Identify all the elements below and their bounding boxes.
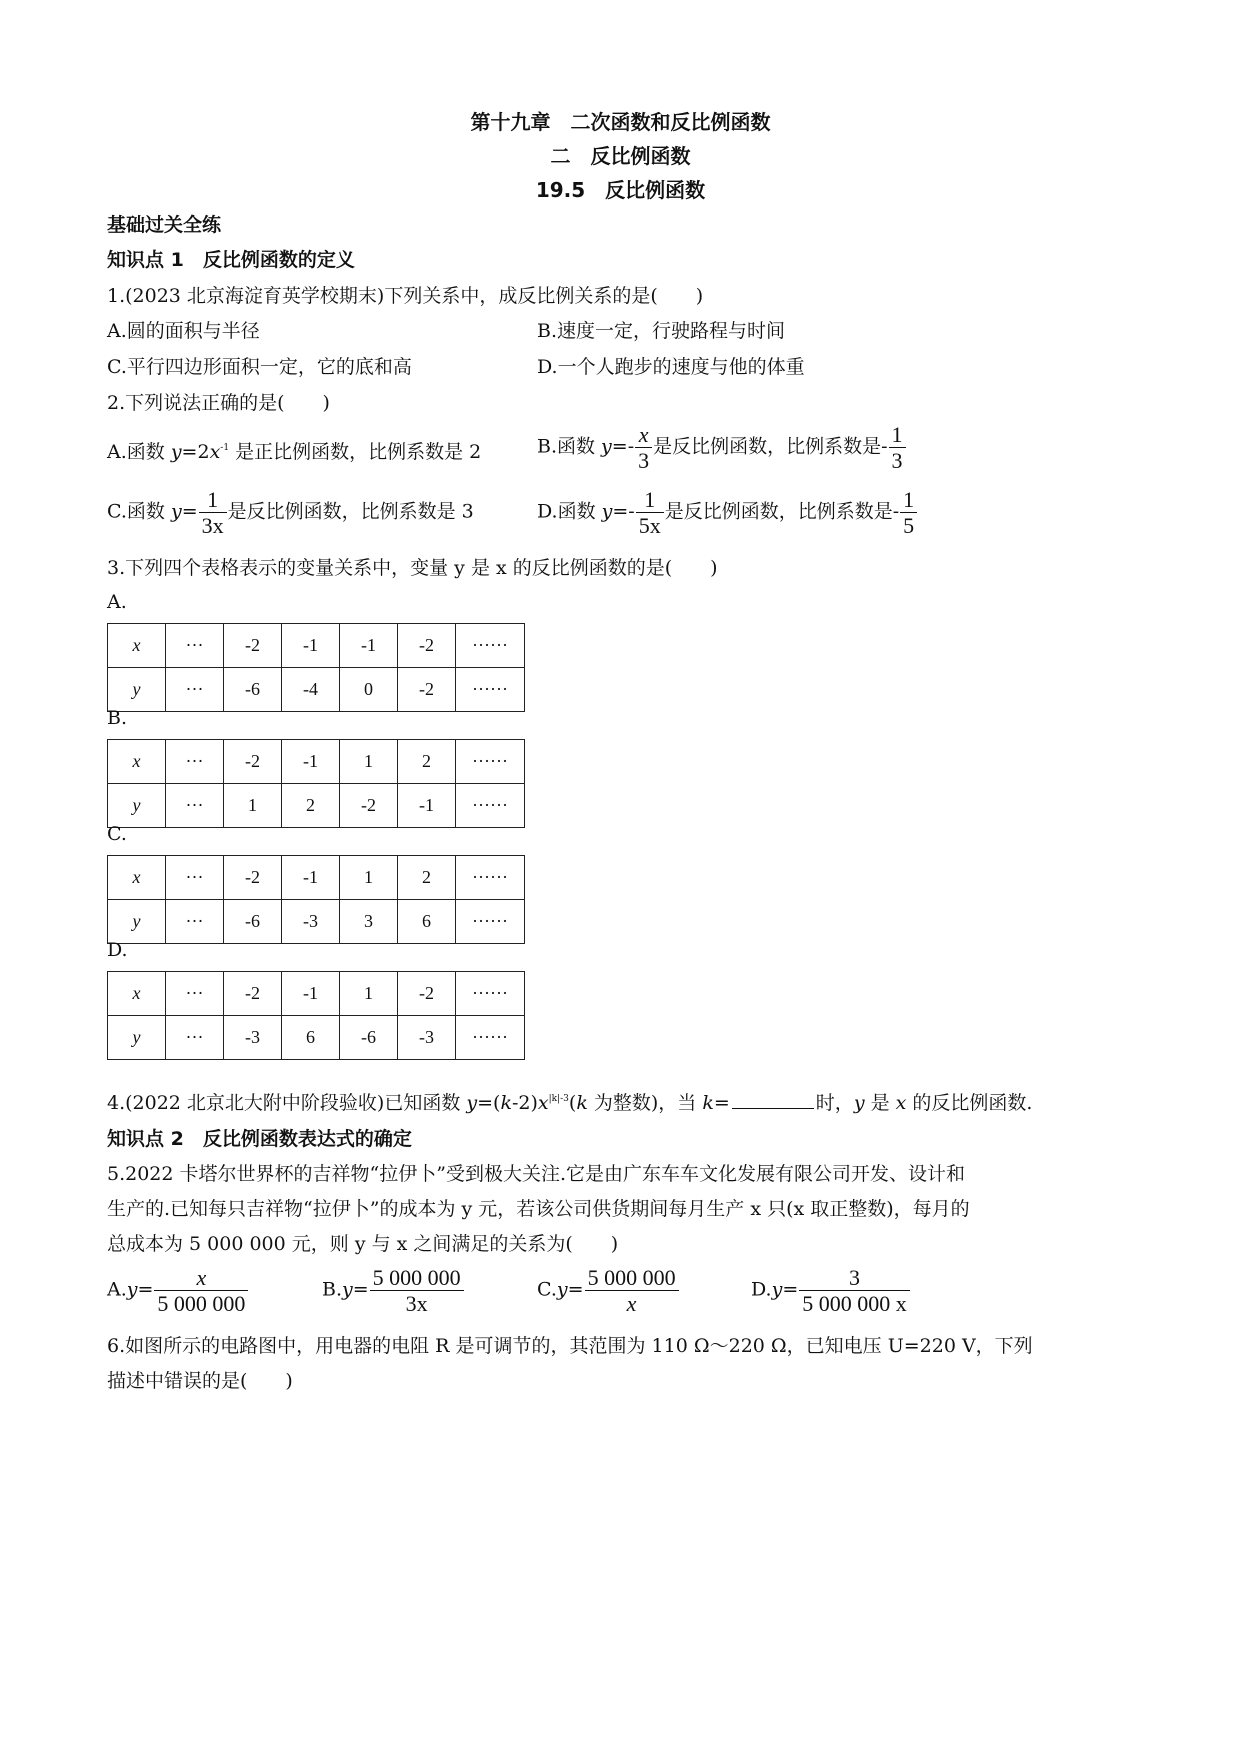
q2-option-b: B.函数 y=- $\frac{x}{3}$ 是反比例函数，比例系数是- $\frac{1}{3}$ <box>537 423 907 472</box>
table-cell: -3 <box>398 1016 456 1060</box>
q2-d-coef-fraction: $\frac{1}{5}$ <box>900 488 917 537</box>
knowledge-point-2: 知识点 2 反比例函数表达式的确定 <box>107 1128 412 1150</box>
table-cell: 6 <box>282 1016 340 1060</box>
table-cell: ······ <box>456 740 525 784</box>
table-cell: -1 <box>282 856 340 900</box>
chapter-title: 第十九章 二次函数和反比例函数 <box>470 110 771 134</box>
q6-line-1: 6.如图所示的电路图中，用电器的电阻 R 是可调节的，其范围为 110 Ω～220 Ω，已知电压 U=220 V，下列 <box>107 1335 1033 1357</box>
q2-option-a: A.函数 $y=2x^{-1}$ 是正比例函数，比例系数是 2 <box>107 441 482 463</box>
table-cell: -2 <box>224 972 282 1016</box>
q2-c-fraction: $\frac{1}{3x}$ <box>199 488 227 537</box>
subsection-title: 19.5 反比例函数 <box>535 178 706 202</box>
q3-table-c-label: C. <box>107 823 127 845</box>
table-cell: y <box>108 900 166 944</box>
q1-option-d: D.一个人跑步的速度与他的体重 <box>537 356 805 378</box>
table-cell: y <box>108 668 166 712</box>
table-cell: ··· <box>166 668 224 712</box>
q2-option-c: C.函数 y= $\frac{1}{3x}$ 是反比例函数，比例系数是 3 <box>107 487 474 539</box>
table-cell: ······ <box>456 856 525 900</box>
table-cell: ··· <box>166 784 224 828</box>
answer-blank[interactable] <box>732 1094 814 1109</box>
table-cell: 2 <box>398 856 456 900</box>
table-cell: 3 <box>340 900 398 944</box>
q5-line-2: 生产的.已知每只吉祥物“拉伊卜”的成本为 y 元，若该公司供货期间每月生产 x 只(x 取正整数)，每月的 <box>107 1198 970 1220</box>
q2-b-fraction: $\frac{x}{3}$ <box>635 423 652 472</box>
table-cell: ······ <box>456 624 525 668</box>
table-cell: ··· <box>166 624 224 668</box>
table-cell: 1 <box>340 972 398 1016</box>
table-cell: x <box>108 856 166 900</box>
table-cell: -3 <box>282 900 340 944</box>
q2-d-fraction: $\frac{1}{5x}$ <box>636 488 664 537</box>
q2-stem: 2.下列说法正确的是( ) <box>107 392 330 414</box>
table-cell: -1 <box>282 740 340 784</box>
table-cell: -1 <box>282 624 340 668</box>
q2-option-d: D.函数 y=- $\frac{1}{5x}$ 是反比例函数，比例系数是- $\frac{1}{5}$ <box>537 488 918 537</box>
table-cell: ······ <box>456 972 525 1016</box>
table-cell: 6 <box>398 900 456 944</box>
table-cell: y <box>108 784 166 828</box>
table-cell: -2 <box>224 624 282 668</box>
table-cell: ··· <box>166 740 224 784</box>
q5-option-b: B.y= $\frac{5 000 000}{3x}$ <box>322 1266 465 1315</box>
q5-line-3: 总成本为 5 000 000 元，则 y 与 x 之间满足的关系为( ) <box>107 1233 619 1255</box>
table-cell: 1 <box>340 856 398 900</box>
table-cell: -2 <box>398 668 456 712</box>
table-cell: -1 <box>282 972 340 1016</box>
table-cell: -4 <box>282 668 340 712</box>
table-row-x <box>108 624 525 668</box>
q2-b-coef-fraction: $\frac{1}{3}$ <box>889 423 906 472</box>
table-cell: -6 <box>224 900 282 944</box>
table-row-y <box>108 784 525 828</box>
q5-option-a: A.y= $\frac{x}{5 000 000}$ <box>107 1266 249 1315</box>
q3-table-a <box>107 623 525 712</box>
q5-c-fraction: $\frac{5 000 000}{x}$ <box>585 1266 679 1315</box>
section-title: 二 反比例函数 <box>550 144 691 168</box>
table-row-y <box>108 900 525 944</box>
table-row-x <box>108 972 525 1016</box>
table-cell: 2 <box>282 784 340 828</box>
table-cell: -2 <box>340 784 398 828</box>
table-cell: -2 <box>224 856 282 900</box>
table-cell: 1 <box>340 740 398 784</box>
q3-stem: 3.下列四个表格表示的变量关系中，变量 y 是 x 的反比例函数的是( ) <box>107 557 718 579</box>
table-cell: ······ <box>456 900 525 944</box>
table-cell: x <box>108 740 166 784</box>
table-cell: x <box>108 624 166 668</box>
table-cell: x <box>108 972 166 1016</box>
table-cell: ··· <box>166 900 224 944</box>
table-row-y <box>108 1016 525 1060</box>
table-cell: -2 <box>398 624 456 668</box>
q3-table-d <box>107 971 525 1060</box>
exercise-set-heading: 基础过关全练 <box>107 214 222 236</box>
q3-table-c <box>107 855 525 944</box>
table-cell: -1 <box>398 784 456 828</box>
table-cell: -3 <box>224 1016 282 1060</box>
q5-line-1: 5.2022 卡塔尔世界杯的吉祥物“拉伊卜”受到极大关注.它是由广东车车文化发展有限公司开发、设计和 <box>107 1163 965 1185</box>
knowledge-point-1: 知识点 1 反比例函数的定义 <box>107 249 355 271</box>
table-cell: 0 <box>340 668 398 712</box>
q5-a-fraction: $\frac{x}{5 000 000}$ <box>154 1266 248 1315</box>
q3-table-b <box>107 739 525 828</box>
table-cell: ······ <box>456 784 525 828</box>
table-row-x <box>108 740 525 784</box>
q3-table-b-label: B. <box>107 707 128 729</box>
table-cell: -2 <box>398 972 456 1016</box>
q6-line-2: 描述中错误的是( ) <box>107 1370 293 1392</box>
table-cell: ··· <box>166 972 224 1016</box>
q1-option-a: A.圆的面积与半径 <box>107 320 260 342</box>
q3-table-d-label: D. <box>107 939 128 961</box>
table-row-y <box>108 668 525 712</box>
table-cell: y <box>108 1016 166 1060</box>
q1-stem: 1.(2023 北京海淀育英学校期末)下列关系中，成反比例关系的是( ) <box>107 285 704 307</box>
table-cell: -6 <box>340 1016 398 1060</box>
q1-option-b: B.速度一定，行驶路程与时间 <box>537 320 786 342</box>
table-cell: ······ <box>456 668 525 712</box>
table-cell: ··· <box>166 856 224 900</box>
table-cell: 1 <box>224 784 282 828</box>
q1-option-c: C.平行四边形面积一定，它的底和高 <box>107 356 412 378</box>
q4-stem: 4.(2022 北京北大附中阶段验收)已知函数 $y=(k-2)x^{|k|-3}(k$ 为整数)，当 k= 时，y 是 x 的反比例函数. <box>107 1092 1033 1114</box>
table-cell: ······ <box>456 1016 525 1060</box>
q5-b-fraction: $\frac{5 000 000}{3x}$ <box>370 1266 464 1315</box>
q5-d-fraction: $\frac{3}{5 000 000 x}$ <box>799 1266 910 1315</box>
table-cell: -1 <box>340 624 398 668</box>
table-cell: ··· <box>166 1016 224 1060</box>
table-row-x <box>108 856 525 900</box>
table-cell: -2 <box>224 740 282 784</box>
q3-table-a-label: A. <box>107 591 127 613</box>
q5-option-c: C.y= $\frac{5 000 000}{x}$ <box>537 1266 680 1315</box>
table-cell: 2 <box>398 740 456 784</box>
q5-option-d: D.y= $\frac{3}{5 000 000 x}$ <box>751 1266 911 1315</box>
table-cell: -6 <box>224 668 282 712</box>
